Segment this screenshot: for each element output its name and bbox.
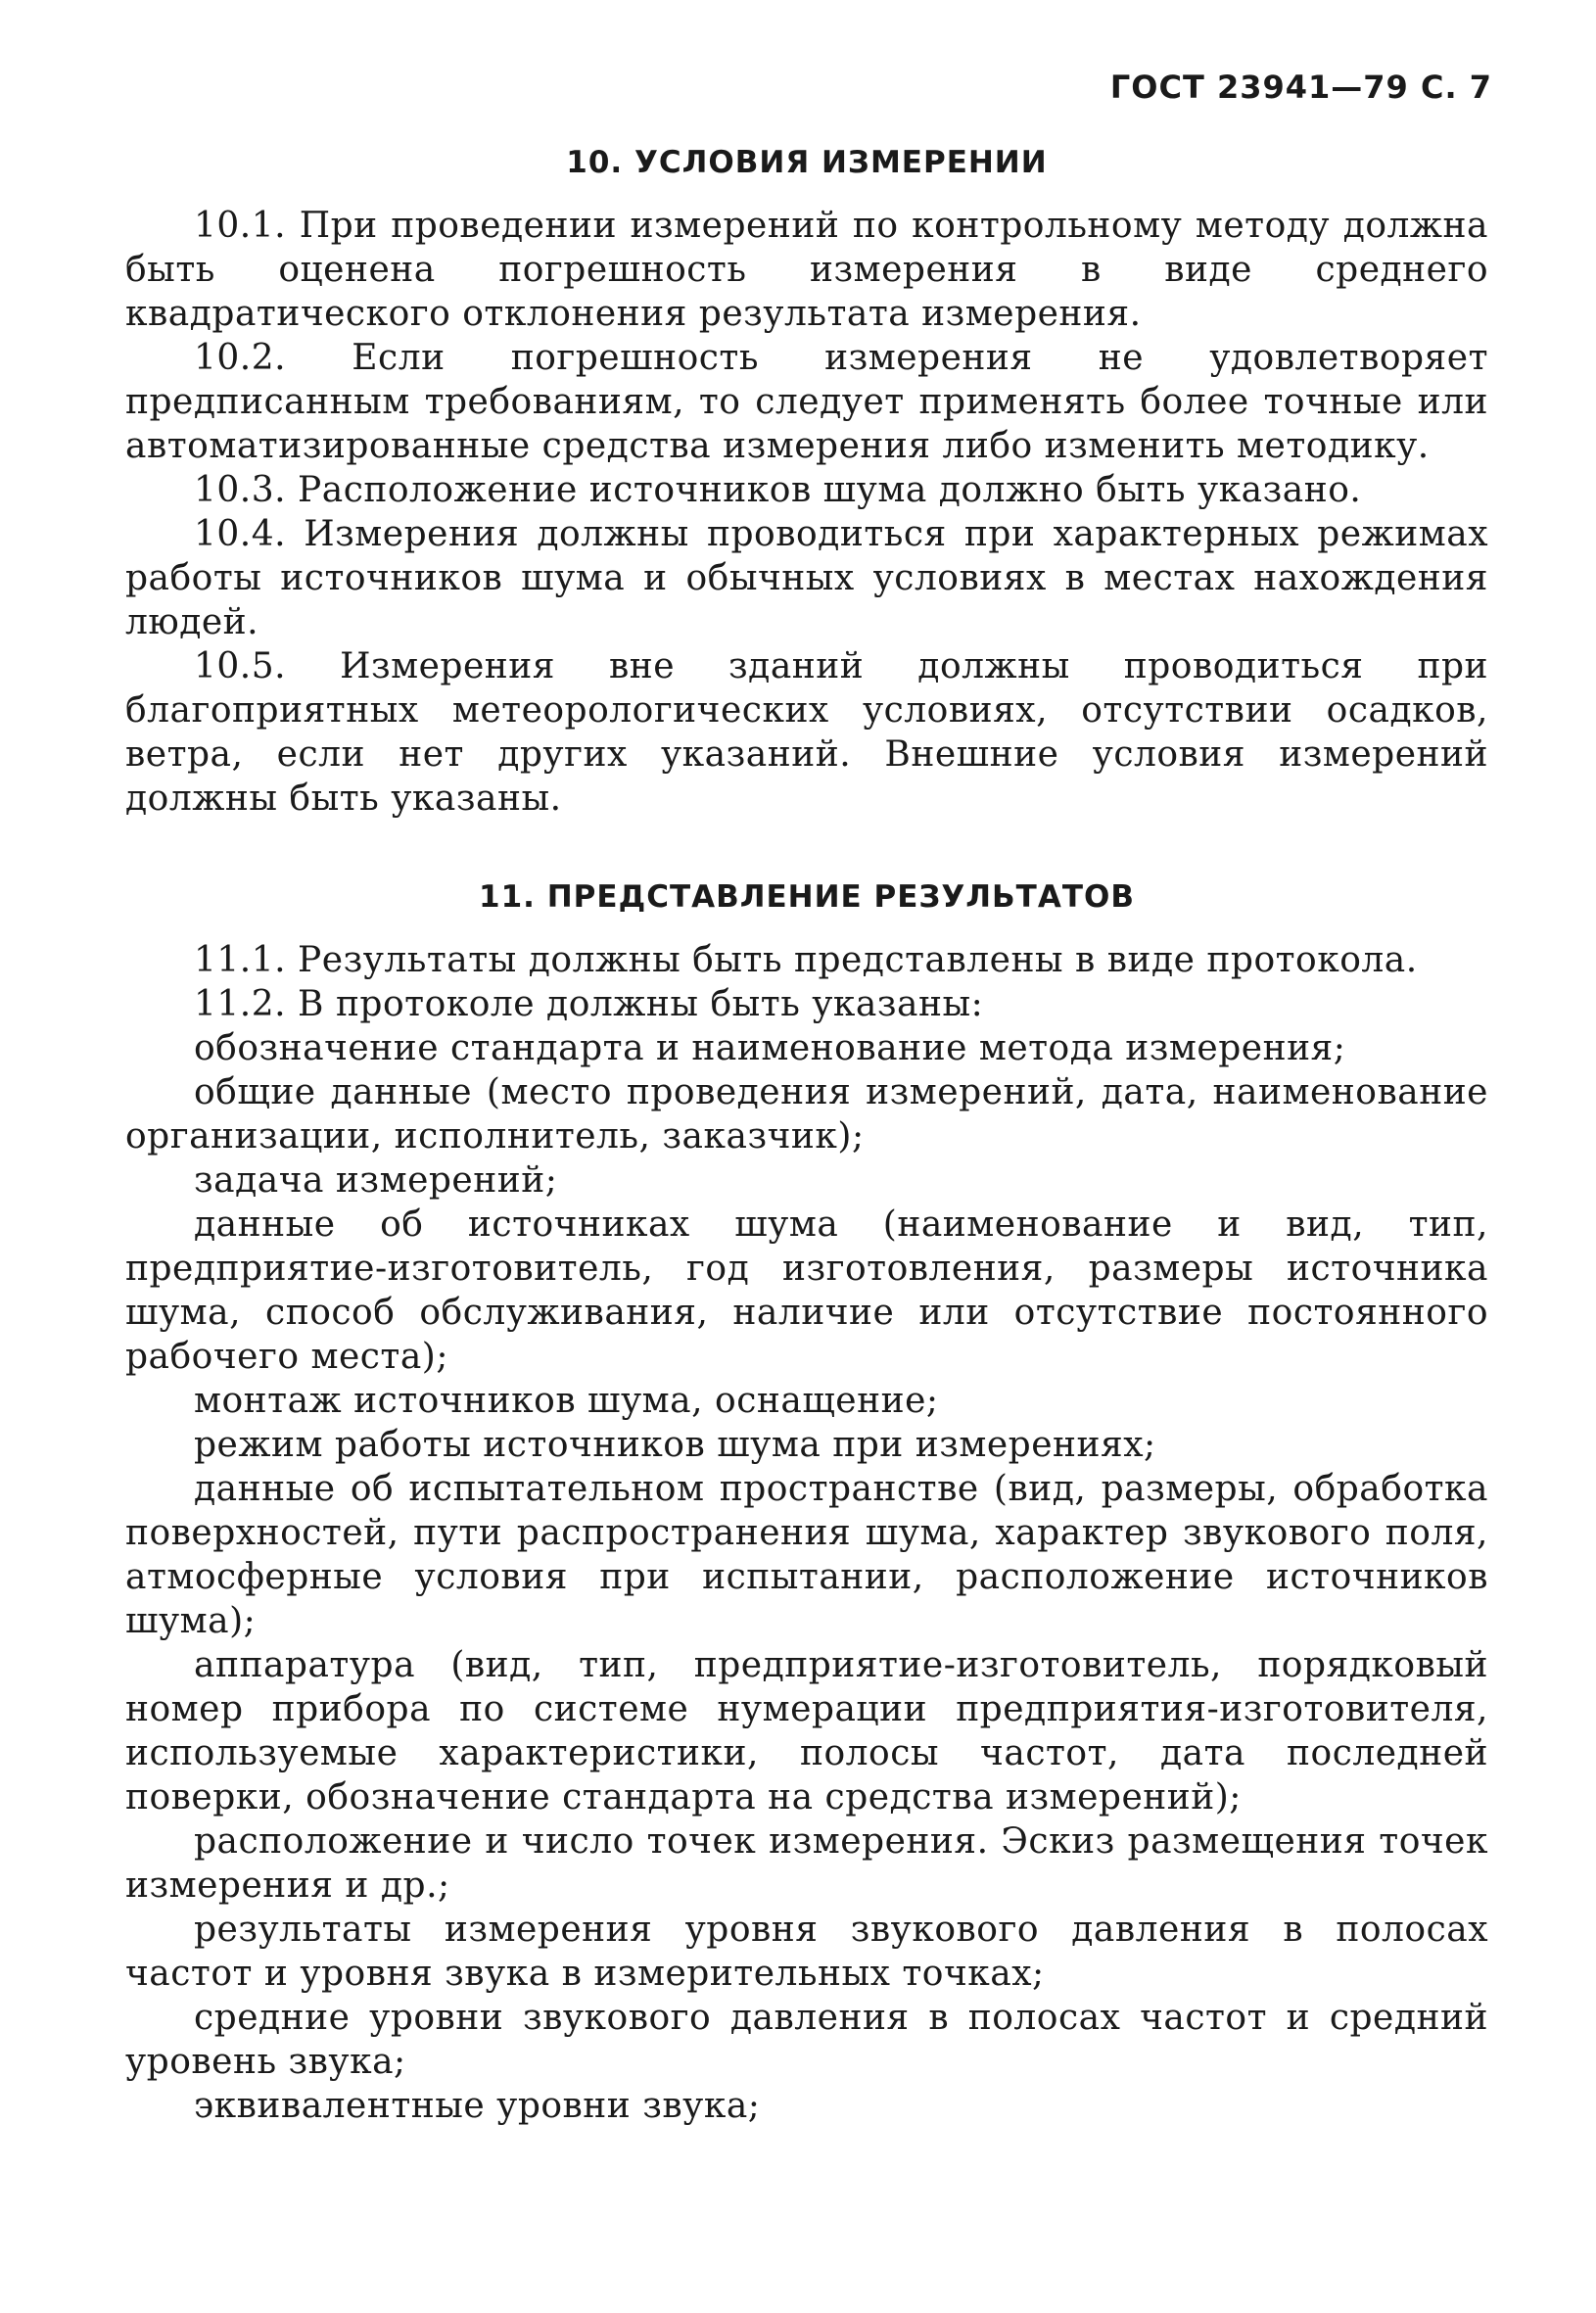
list-item-test-space: данные об испытательном пространстве (вид, размеры, обработка поверхностей, пути распространения шума, характер звукового поля, атмосферные условия при испытании, расположение источников шума); [125,1469,1488,1641]
section-11-body [125,938,1488,2128]
paragraph-10-2: 10.2. Если погрешность измерения не удовлетворяет предписанным требованиям, то следует применять более точные или автоматизированные средства измерения либо изменить методику. [125,338,1488,466]
section-10-body [125,204,1488,821]
document-page [125,69,1492,2128]
list-item-equivalent-levels: эквивалентные уровни звука; [194,2086,761,2126]
page-header: ГОСТ 23941—79 С. 7 [1109,69,1492,106]
paragraph-11-2: 11.2. В протоколе должны быть указаны: [194,984,984,1024]
section-11-title: 11. ПРЕДСТАВЛЕНИЕ РЕЗУЛЬТАТОВ [479,879,1135,915]
paragraph-11-1: 11.1. Результаты должны быть представлены в виде протокола. [194,940,1418,980]
list-item-measurement-points: расположение и число точек измерения. Эскиз размещения точек измерения и др.; [125,1821,1488,1906]
list-item-noise-sources: данные об источниках шума (наименование и вид, тип, предприятие-изготовитель, год изготовления, размеры источника шума, способ обслуживания, наличие или отсутствие постоянного рабочего места); [125,1204,1488,1377]
list-item-mounting: монтаж источников шума, оснащение; [194,1381,939,1421]
list-item-general-data: общие данные (место проведения измерений, дата, наименование организации, исполнитель, заказчик); [125,1072,1488,1156]
paragraph-10-4: 10.4. Измерения должны проводиться при характерных режимах работы источников шума и обычных условиях в местах нахождения людей. [125,514,1488,642]
list-item-standard: обозначение стандарта и наименование метода измерения; [194,1028,1346,1068]
list-item-task: задача измерений; [194,1160,558,1201]
paragraph-10-1: 10.1. При проведении измерений по контрольному методу должна быть оценена погрешность измерения в виде среднего квадратического отклонения результата измерения. [125,206,1488,334]
list-item-average-levels: средние уровни звукового давления в полосах частот и средний уровень звука; [125,1998,1488,2082]
section-10-title: 10. УСЛОВИЯ ИЗМЕРЕНИИ [566,145,1048,180]
paragraph-10-5: 10.5. Измерения вне зданий должны проводиться при благоприятных метеорологических условиях, отсутствии осадков, ветра, если нет других указаний. Внешние условия измерений должны быть указаны. [125,646,1488,819]
list-item-results: результаты измерения уровня звукового давления в полосах частот и уровня звука в измерительных точках; [125,1910,1488,1994]
list-item-equipment: аппаратура (вид, тип, предприятие-изготовитель, порядковый номер прибора по системе нумерации предприятия-изготовителя, используемые характеристики, полосы частот, дата последней поверки, обозначение стандарта на средства измерений); [125,1645,1488,1817]
list-item-operating-mode: режим работы источников шума при измерениях; [194,1425,1156,1465]
paragraph-10-3: 10.3. Расположение источников шума должно быть указано. [194,470,1362,510]
